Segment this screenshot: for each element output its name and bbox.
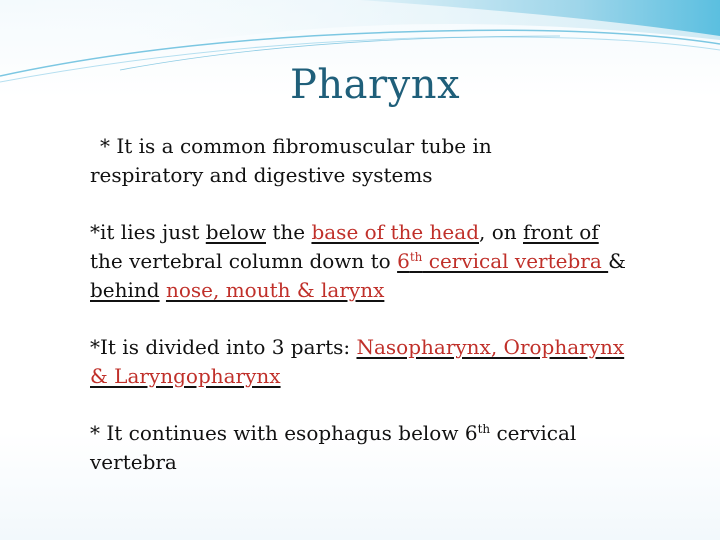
ordinal-suffix: th	[409, 250, 423, 264]
term-behind: behind	[90, 278, 160, 302]
paragraph-parts	[90, 333, 670, 391]
term-base-of-head: base of the head	[311, 220, 479, 244]
location-text: the	[265, 220, 312, 244]
continuation-text: * It continues with esophagus below 6	[90, 421, 478, 445]
ordinal-suffix: th	[477, 422, 491, 436]
location-text: the vertebral column down to	[90, 249, 398, 273]
term-front-of: front of	[523, 220, 599, 244]
number-six: 6	[397, 249, 410, 273]
content-body	[90, 132, 670, 505]
paragraph-definition	[90, 132, 670, 190]
term-cervical-vertebra	[397, 249, 608, 273]
term-nose-mouth-larynx: nose, mouth & larynx	[165, 278, 385, 302]
page-title: Pharynx	[289, 62, 461, 108]
term-parts: Nasopharynx, Oropharynx	[356, 335, 625, 359]
continuation-text: vertebra	[90, 450, 177, 474]
location-text: *it lies just	[90, 220, 206, 244]
cervical-vertebra-text: cervical vertebra	[422, 249, 609, 273]
definition-line-2: respiratory and digestive systems	[90, 163, 433, 187]
paragraph-continuation	[90, 419, 670, 477]
term-below: below	[205, 220, 266, 244]
definition-line-1: * It is a common fibromuscular tube in	[100, 134, 492, 158]
term-parts-continued: & Laryngopharynx	[90, 364, 281, 388]
location-text: &	[608, 249, 626, 273]
parts-text: *It is divided into 3 parts:	[90, 335, 357, 359]
paragraph-location	[90, 218, 670, 305]
location-text: , on	[479, 220, 523, 244]
continuation-text: cervical	[490, 421, 577, 445]
